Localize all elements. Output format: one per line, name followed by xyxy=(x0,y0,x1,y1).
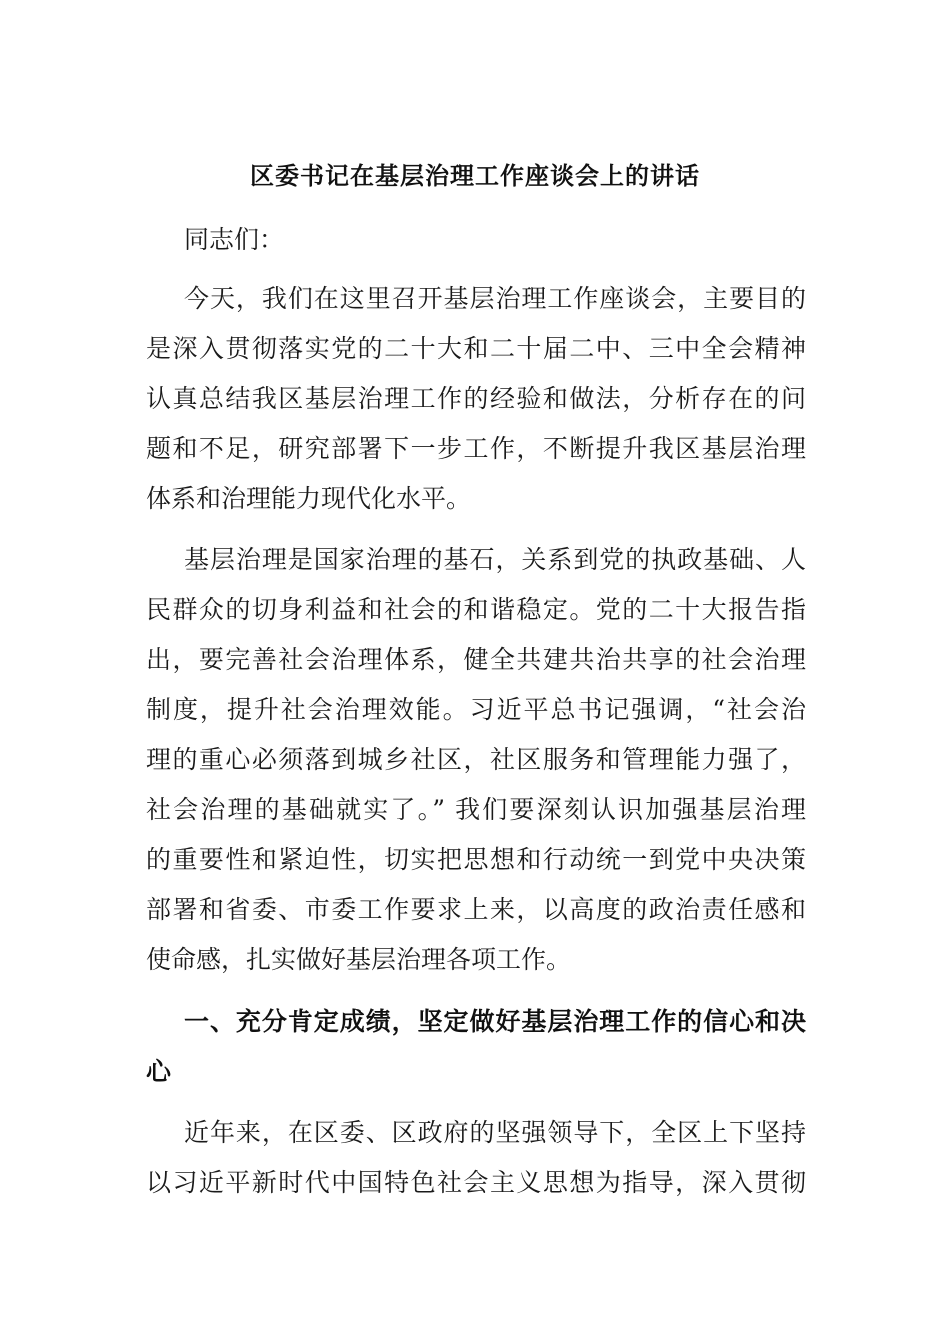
paragraph-line: 使命感，扎实做好基层治理各项工作。 xyxy=(146,945,572,974)
salutation: 同志们： xyxy=(184,225,285,254)
paragraph-line: 基层治理是国家治理的基石，关系到党的执政基础、人 xyxy=(184,545,806,574)
paragraph-line: 是深入贯彻落实党的二十大和二十届二中、三中全会精神 xyxy=(146,334,806,363)
section-heading: 一、充分肯定成绩，坚定做好基层治理工作的信心和决 xyxy=(184,1007,806,1036)
section-heading: 心 xyxy=(146,1057,172,1086)
paragraph-line: 以习近平新时代中国特色社会主义思想为指导，深入贯彻 xyxy=(146,1168,806,1197)
paragraph-line: 题和不足，研究部署下一步工作，不断提升我区基层治理 xyxy=(146,434,806,463)
paragraph-line: 近年来，在区委、区政府的坚强领导下，全区上下坚持 xyxy=(184,1118,806,1147)
paragraph-line: 部署和省委、市委工作要求上来，以高度的政治责任感和 xyxy=(146,895,806,924)
paragraph-line: 出，要完善社会治理体系，健全共建共治共享的社会治理 xyxy=(146,645,806,674)
paragraph-line: 民群众的切身利益和社会的和谐稳定。党的二十大报告指 xyxy=(146,595,806,624)
paragraph-line: 社会治理的基础就实了。” 我们要深刻认识加强基层治理 xyxy=(146,795,806,824)
paragraph-line: 认真总结我区基层治理工作的经验和做法，分析存在的问 xyxy=(146,384,806,413)
paragraph-line: 制度，提升社会治理效能。习近平总书记强调，“社会治 xyxy=(146,695,806,724)
paragraph-line: 今天，我们在这里召开基层治理工作座谈会，主要目的 xyxy=(184,284,806,313)
paragraph-line: 的重要性和紧迫性，切实把思想和行动统一到党中央决策 xyxy=(146,845,806,874)
paragraph-line: 理的重心必须落到城乡社区，社区服务和管理能力强了， xyxy=(146,745,806,774)
document-title: 区委书记在基层治理工作座谈会上的讲话 xyxy=(250,161,700,190)
paragraph-line: 体系和治理能力现代化水平。 xyxy=(146,484,472,513)
